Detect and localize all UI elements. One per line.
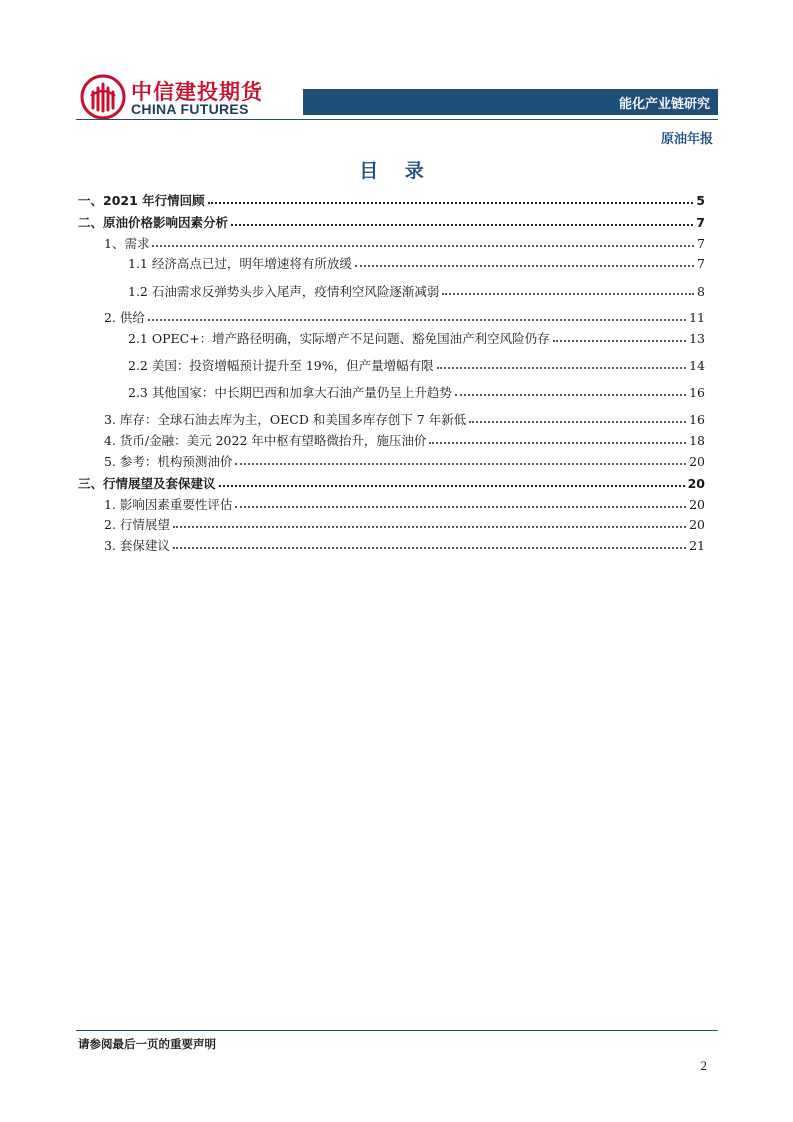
toc-entry-label: 2. 供给	[104, 310, 145, 325]
toc-entry[interactable]	[128, 282, 705, 300]
header-banner	[303, 89, 718, 115]
toc-entry-label: 2.3 其他国家：中长期巴西和加拿大石油产量仍呈上升趋势	[128, 385, 452, 400]
toc-entry-label: 二、原油价格影响因素分析	[78, 215, 229, 230]
toc-leader-dots	[442, 293, 694, 295]
toc-entry-page: 16	[689, 385, 705, 400]
toc-entry[interactable]	[104, 536, 705, 554]
toc-entry-label: 三、行情展望及套保建议	[78, 476, 216, 491]
toc-leader-dots	[173, 547, 686, 549]
toc-entry-page: 20	[687, 476, 705, 491]
toc-title: 目 录	[359, 160, 434, 182]
toc-entry-label: 2.1 OPEC+：增产路径明确，实际增产不足问题、豁免国油产利空风险仍存	[128, 331, 550, 346]
toc-entry-label: 3. 库存：全球石油去库为主，OECD 和美国多库存创下 7 年新低	[104, 412, 467, 427]
toc-entry[interactable]	[78, 474, 705, 492]
toc-entry[interactable]	[128, 356, 705, 374]
toc-entry-page: 7	[697, 236, 705, 251]
banner-title: 能化产业链研究	[618, 97, 710, 112]
toc-entry-label: 1、需求	[104, 236, 150, 251]
footer-divider	[76, 1030, 718, 1031]
brand-name-en: CHINA FUTURES	[131, 101, 249, 117]
toc-entry-page: 18	[689, 433, 705, 448]
toc-entry-page: 14	[689, 358, 705, 373]
toc-leader-dots	[235, 463, 686, 465]
toc-leader-dots	[553, 340, 686, 342]
toc-leader-dots	[173, 526, 686, 528]
toc-leader-dots	[219, 485, 685, 487]
toc-entry-page: 5	[696, 193, 705, 208]
toc-entry[interactable]	[104, 234, 705, 252]
toc-entry-label: 2. 行情展望	[104, 517, 170, 532]
toc-entry-page: 11	[689, 310, 705, 325]
toc-entry[interactable]	[104, 410, 705, 428]
toc-entry-label: 2.2 美国：投资增幅预计提升至 19%，但产量增幅有限	[128, 358, 434, 373]
toc-entry-label: 3. 套保建议	[104, 538, 170, 553]
toc-leader-dots	[469, 421, 686, 423]
toc-entry-page: 7	[696, 215, 705, 230]
toc-entry-page: 13	[689, 331, 705, 346]
toc-entry-page: 8	[697, 284, 705, 299]
toc-entry[interactable]	[104, 515, 705, 533]
toc-entry-page: 16	[689, 412, 705, 427]
toc-leader-dots	[437, 367, 686, 369]
toc-entry[interactable]	[104, 452, 705, 470]
toc-entry-label: 1.2 石油需求反弹势头步入尾声，疫情利空风险逐渐减弱	[128, 284, 440, 299]
toc-entry-page: 20	[689, 517, 705, 532]
china-futures-logo-icon	[80, 74, 126, 120]
toc-entry[interactable]	[128, 383, 705, 401]
toc-entry-label: 1. 影响因素重要性评估	[104, 497, 233, 512]
toc-leader-dots	[355, 265, 694, 267]
toc-entry[interactable]	[78, 191, 705, 209]
toc-entry-page: 20	[689, 454, 705, 469]
report-type: 原油年报	[660, 132, 713, 147]
toc-entry-label: 1.1 经济高点已过，明年增速将有所放缓	[128, 256, 352, 271]
page-number: 2	[700, 1058, 707, 1073]
toc-leader-dots	[148, 319, 686, 321]
toc-entry[interactable]	[128, 254, 705, 272]
toc-entry-page: 21	[689, 538, 705, 553]
page-header	[0, 0, 793, 150]
toc-leader-dots	[235, 506, 686, 508]
toc-leader-dots	[231, 224, 693, 226]
toc-entry[interactable]	[104, 431, 705, 449]
toc-entry[interactable]	[104, 495, 705, 513]
footer-disclaimer: 请参阅最后一页的重要声明	[78, 1037, 216, 1051]
toc-entry[interactable]	[78, 213, 705, 231]
toc-entry[interactable]	[104, 308, 705, 326]
toc-leader-dots	[455, 394, 686, 396]
toc-leader-dots	[429, 442, 686, 444]
toc-entry-label: 一、2021 年行情回顾	[78, 193, 205, 208]
toc-entry-label: 5. 参考：机构预测油价	[104, 454, 233, 469]
toc-leader-dots	[152, 245, 694, 247]
header-divider	[76, 119, 718, 120]
toc-entry-label: 4. 货币/金融：美元 2022 年中枢有望略微抬升，施压油价	[104, 433, 427, 448]
toc-leader-dots	[208, 202, 694, 204]
toc-entry[interactable]	[128, 329, 705, 347]
toc-entry-page: 7	[697, 256, 705, 271]
toc-entry-page: 20	[689, 497, 705, 512]
brand-name-cn: 中信建投期货	[131, 80, 263, 104]
